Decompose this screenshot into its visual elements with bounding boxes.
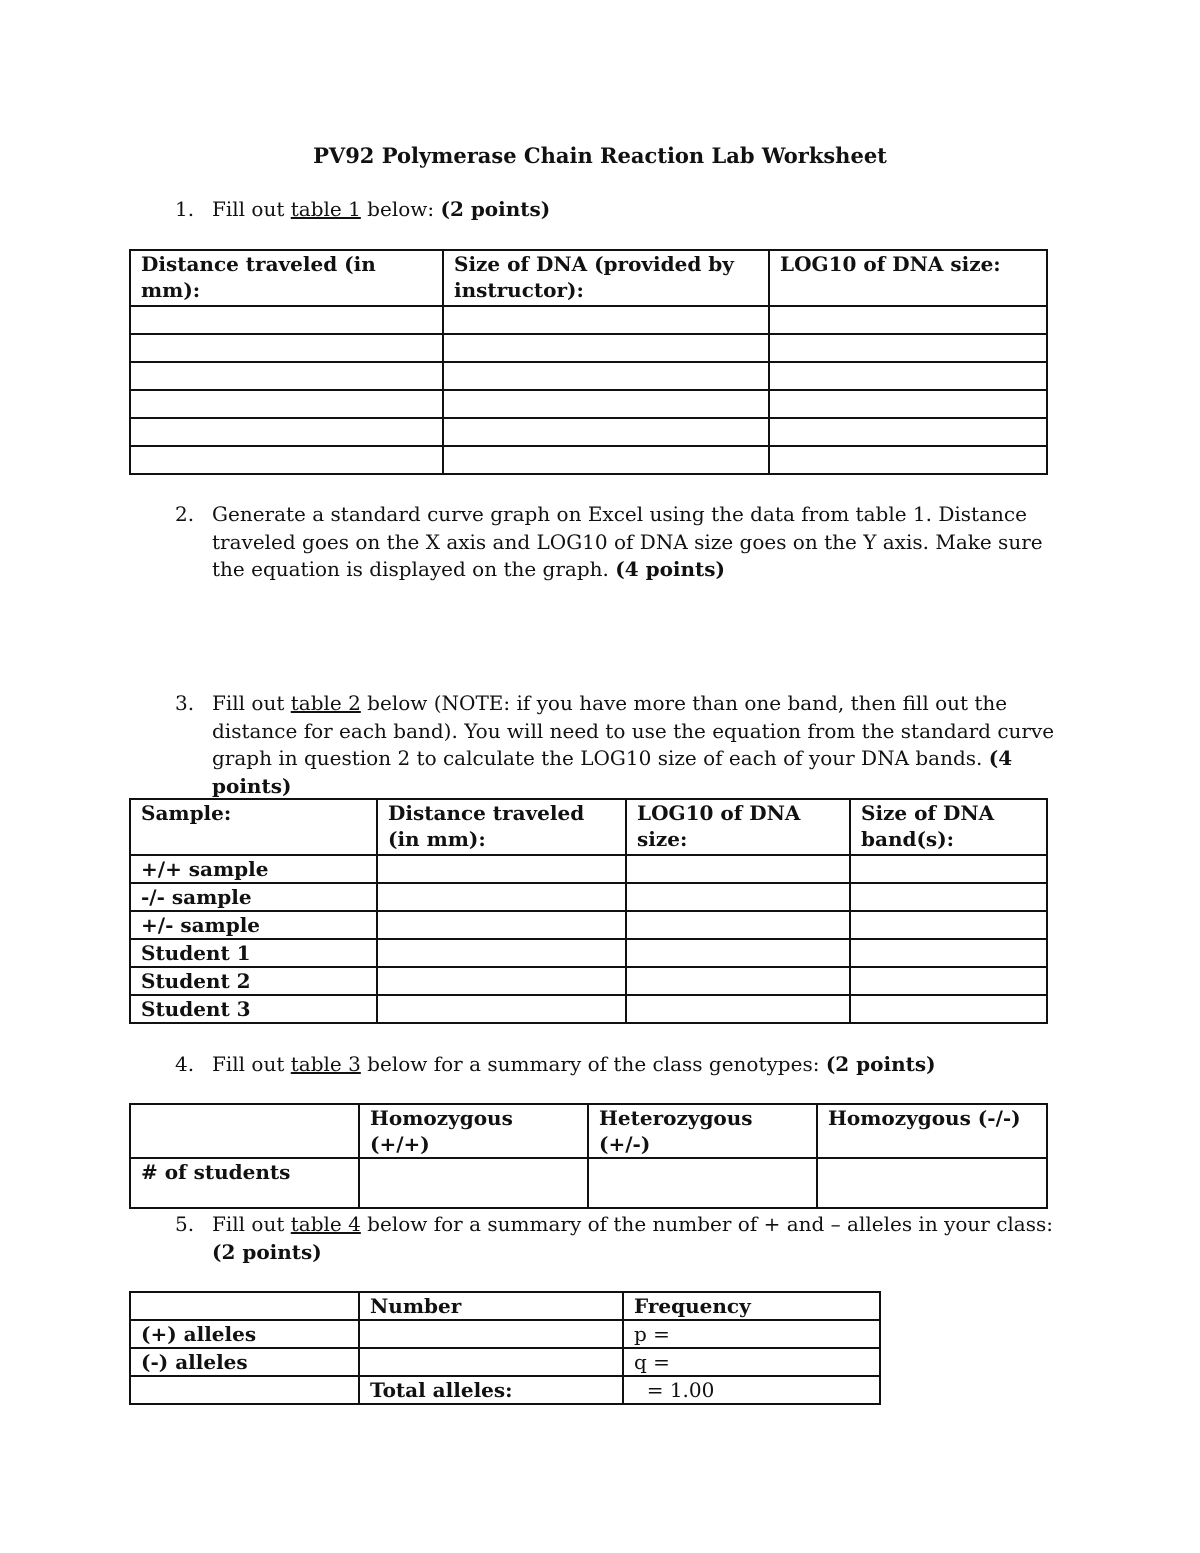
- question-4-text-post: below for a summary of the class genotypes:: [360, 1052, 826, 1076]
- table-2-header-size: Size of DNA band(s):: [850, 799, 1047, 855]
- question-1-points: (2 points): [440, 197, 551, 221]
- table-4-cell-frequency[interactable]: p =: [623, 1320, 880, 1348]
- table-4-header-number: Number: [359, 1292, 623, 1320]
- table-3-reference: table 3: [290, 1052, 361, 1076]
- table-1-header-size: Size of DNA (provided by instructor):: [443, 250, 769, 306]
- table-2-row-label: Student 2: [130, 967, 377, 995]
- table-2-cell[interactable]: [626, 855, 850, 883]
- table-1-cell[interactable]: [443, 446, 769, 474]
- table-3-cell[interactable]: [588, 1158, 817, 1208]
- table-4-cell-number[interactable]: [359, 1320, 623, 1348]
- table-2-cell[interactable]: [377, 911, 626, 939]
- table-4-row-label: [130, 1376, 359, 1404]
- table-1-cell[interactable]: [130, 306, 443, 334]
- question-2-number: 2.: [175, 502, 195, 526]
- table-3-header-empty: [130, 1104, 359, 1158]
- table-2-cell[interactable]: [626, 995, 850, 1023]
- table-2-reference: table 2: [290, 691, 361, 715]
- table-2-cell[interactable]: [850, 995, 1047, 1023]
- table-2-cell[interactable]: [626, 883, 850, 911]
- table-2-cell[interactable]: [377, 939, 626, 967]
- question-4-text-pre: Fill out: [212, 1052, 291, 1076]
- table-2-cell[interactable]: [850, 911, 1047, 939]
- table-2-cell[interactable]: [850, 883, 1047, 911]
- table-1-cell[interactable]: [443, 362, 769, 390]
- table-2-row-label: Student 3: [130, 995, 377, 1023]
- table-2-row-label: +/- sample: [130, 911, 377, 939]
- table-2-header-distance: Distance traveled (in mm):: [377, 799, 626, 855]
- table-4-row-label: (+) alleles: [130, 1320, 359, 1348]
- question-3: [175, 690, 1075, 800]
- table-2-header-sample: Sample:: [130, 799, 377, 855]
- table-2: [129, 798, 1048, 1024]
- table-2-cell[interactable]: [377, 855, 626, 883]
- table-2-cell[interactable]: [626, 967, 850, 995]
- question-3-text-post: below (NOTE: if you have more than one band, then fill out the distance for each band). You will need to use the equation from the standard curve graph in question 2 to calculate the LOG10 size of each of your DNA bands.: [212, 691, 1055, 770]
- table-1-cell[interactable]: [130, 418, 443, 446]
- table-1-reference: table 1: [290, 197, 361, 221]
- table-1-header-distance: Distance traveled (in mm):: [130, 250, 443, 306]
- question-5-text-pre: Fill out: [212, 1212, 291, 1236]
- question-4-points: (2 points): [825, 1052, 936, 1076]
- table-4-header-empty: [130, 1292, 359, 1320]
- table-1-cell[interactable]: [769, 362, 1047, 390]
- table-2-row-label: +/+ sample: [130, 855, 377, 883]
- table-2-row-label: Student 1: [130, 939, 377, 967]
- table-4-row-label: (-) alleles: [130, 1348, 359, 1376]
- question-1: [175, 196, 1075, 224]
- table-1-cell[interactable]: [443, 334, 769, 362]
- table-1-cell[interactable]: [443, 418, 769, 446]
- table-1-cell[interactable]: [769, 446, 1047, 474]
- table-4-total-frequency: = 1.00: [623, 1376, 880, 1404]
- table-1-cell[interactable]: [130, 390, 443, 418]
- table-2-cell[interactable]: [626, 939, 850, 967]
- page-title: PV92 Polymerase Chain Reaction Lab Worksheet: [313, 143, 887, 168]
- table-4-cell-number[interactable]: [359, 1348, 623, 1376]
- table-4-total-label: Total alleles:: [359, 1376, 623, 1404]
- table-2-header-log10: LOG10 of DNA size:: [626, 799, 850, 855]
- table-1-header-log10: LOG10 of DNA size:: [769, 250, 1047, 306]
- question-5: [175, 1211, 1075, 1266]
- table-2-cell[interactable]: [850, 967, 1047, 995]
- question-1-number: 1.: [175, 197, 195, 221]
- table-2-cell[interactable]: [377, 995, 626, 1023]
- table-2-cell[interactable]: [377, 883, 626, 911]
- table-1: [129, 249, 1048, 475]
- question-2-points: (4 points): [615, 557, 726, 581]
- table-2-cell[interactable]: [850, 855, 1047, 883]
- question-2: [175, 501, 1075, 584]
- table-3-cell[interactable]: [359, 1158, 588, 1208]
- table-1-cell[interactable]: [130, 446, 443, 474]
- table-2-cell[interactable]: [626, 911, 850, 939]
- question-1-text-pre: Fill out: [212, 197, 291, 221]
- table-2-row-label: -/- sample: [130, 883, 377, 911]
- table-1-cell[interactable]: [769, 390, 1047, 418]
- question-3-number: 3.: [175, 691, 195, 715]
- table-3-header-heterozygous: Heterozygous (+/-): [588, 1104, 817, 1158]
- table-4-reference: table 4: [290, 1212, 361, 1236]
- question-4-number: 4.: [175, 1052, 195, 1076]
- table-1-cell[interactable]: [769, 306, 1047, 334]
- question-2-text: Generate a standard curve graph on Excel using the data from table 1. Distance traveled goes on the X axis and LOG10 of DNA size goes on the Y axis. Make sure the equation is displayed on the graph.: [212, 502, 1043, 581]
- table-2-cell[interactable]: [377, 967, 626, 995]
- question-5-points: (2 points): [212, 1239, 322, 1264]
- question-1-text-post: below:: [360, 197, 441, 221]
- question-4: [175, 1051, 1075, 1079]
- table-4-cell-frequency[interactable]: q =: [623, 1348, 880, 1376]
- table-4-header-frequency: Frequency: [623, 1292, 880, 1320]
- table-4: [129, 1291, 881, 1405]
- question-3-text-pre: Fill out: [212, 691, 291, 715]
- table-3-header-homozygous-plus: Homozygous (+/+): [359, 1104, 588, 1158]
- table-1-cell[interactable]: [769, 334, 1047, 362]
- question-5-text-post: below for a summary of the number of + and – alleles in your class:: [360, 1212, 1053, 1236]
- table-3: [129, 1103, 1048, 1209]
- table-1-cell[interactable]: [443, 390, 769, 418]
- table-3-row-label: # of students: [130, 1158, 359, 1208]
- table-3-cell[interactable]: [817, 1158, 1047, 1208]
- question-3-points: (4 points): [212, 746, 1013, 798]
- table-1-cell[interactable]: [769, 418, 1047, 446]
- question-5-number: 5.: [175, 1212, 195, 1236]
- table-1-cell[interactable]: [130, 334, 443, 362]
- table-2-cell[interactable]: [850, 939, 1047, 967]
- table-3-header-homozygous-minus: Homozygous (-/-): [817, 1104, 1047, 1158]
- table-1-cell[interactable]: [443, 306, 769, 334]
- table-1-cell[interactable]: [130, 362, 443, 390]
